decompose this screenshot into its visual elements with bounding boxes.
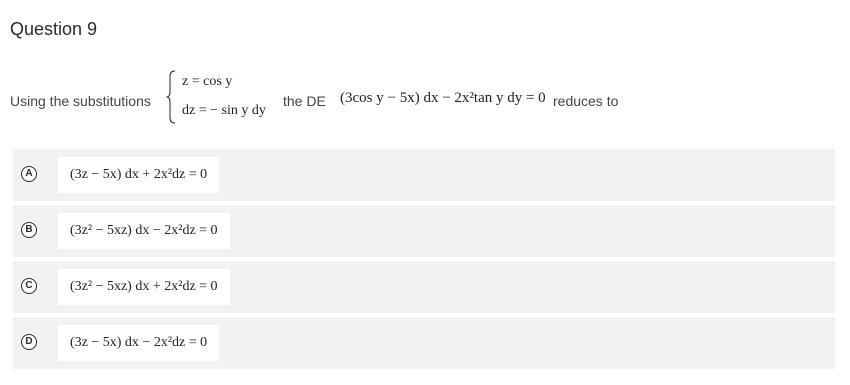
answer-option-b[interactable]	[13, 205, 835, 257]
answer-option-d[interactable]	[13, 317, 835, 369]
prompt-tail-text: reduces to	[553, 93, 619, 109]
question-title: Question 9	[10, 19, 98, 39]
substitution-z: z = cos y	[182, 74, 233, 89]
prompt-lead-text: Using the substitutions	[10, 93, 151, 109]
answer-option-c[interactable]	[13, 261, 835, 313]
differential-equation: (3cos y − 5x) dx − 2x²tan y dy = 0	[340, 90, 546, 106]
substitution-dz: dz = − sin y dy	[182, 103, 266, 118]
option-formula: (3z − 5x) dx + 2x²dz = 0	[58, 157, 219, 193]
option-formula: (3z² − 5xz) dx − 2x²dz = 0	[58, 213, 230, 249]
option-letter-badge: A	[21, 166, 37, 182]
option-formula: (3z² − 5xz) dx + 2x²dz = 0	[58, 269, 230, 305]
left-brace-icon	[166, 70, 176, 124]
prompt-mid-text: the DE	[283, 93, 326, 109]
option-letter-badge: B	[21, 222, 37, 238]
substitution-system	[166, 68, 286, 126]
option-letter-badge: D	[21, 334, 37, 350]
option-letter-badge: C	[21, 278, 37, 294]
option-formula: (3z − 5x) dx − 2x²dz = 0	[58, 325, 219, 361]
question-prompt	[10, 68, 840, 128]
answer-option-a[interactable]	[13, 149, 835, 201]
